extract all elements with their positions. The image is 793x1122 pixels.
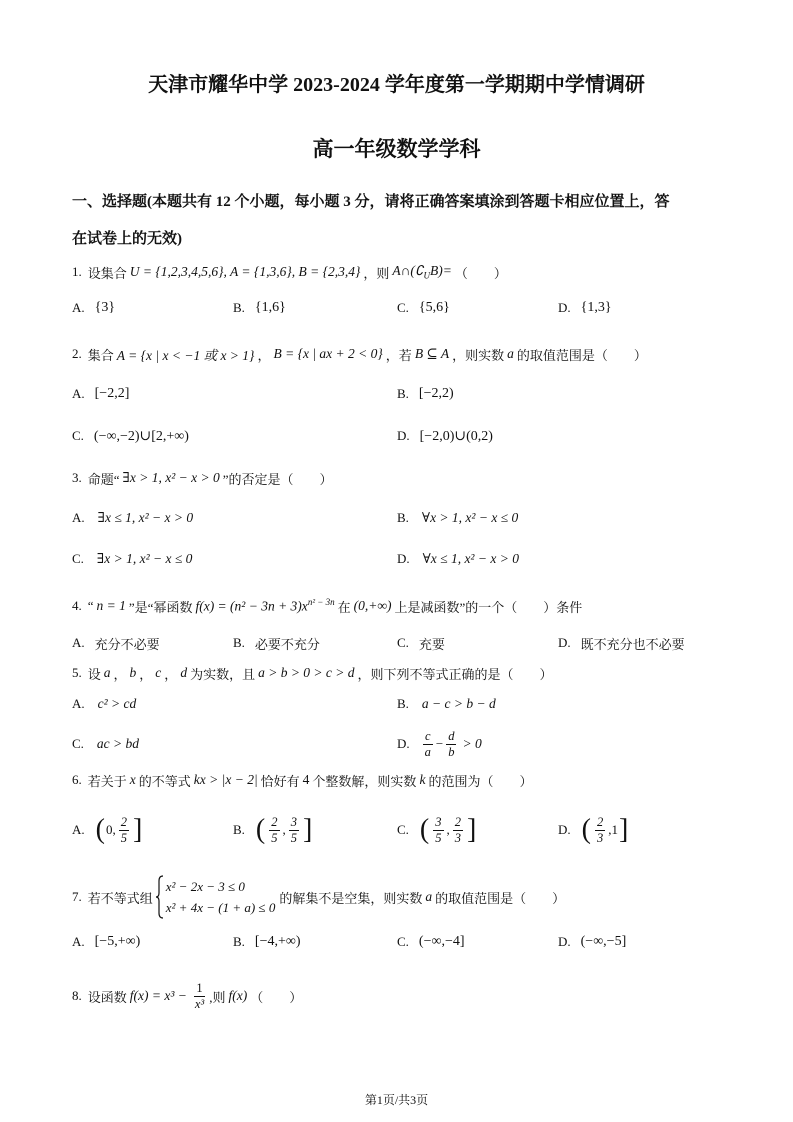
option-value: (−∞,−2)∪[2,+∞) (93, 428, 189, 444)
math-variable: a (425, 889, 433, 904)
option-b (397, 498, 521, 538)
math-text: B)= (429, 263, 452, 279)
option-value: c² > cd (97, 696, 137, 711)
stem-text: 命题“ (87, 471, 120, 487)
fraction-numerator: 2 (271, 814, 278, 829)
math-expression: n = 1 (96, 598, 126, 613)
subtitle-row (0, 128, 793, 168)
math-expression: B ⊆ A (414, 346, 450, 361)
question-3-options-row-2 (0, 539, 793, 579)
question-number: 3. (72, 470, 82, 485)
option-a (72, 498, 196, 538)
answer-blank: （ ） (250, 989, 303, 1005)
option-value: {3} (94, 300, 116, 315)
fraction-numerator: 1 (196, 980, 203, 995)
option-d (558, 810, 629, 850)
option-b (233, 810, 313, 850)
math-expression (392, 263, 451, 281)
fraction (119, 815, 129, 846)
interval-close: ] (303, 814, 313, 845)
math-expression: B = {x | ax + 2 < 0} (273, 346, 383, 361)
fraction (193, 981, 206, 1012)
answer-blank: （ ） (454, 265, 507, 281)
answer-blank: （ ） (513, 890, 566, 906)
interval-open: ( (255, 814, 266, 845)
interval-separator: , (446, 822, 450, 837)
option-value: {1,6} (254, 300, 286, 315)
math-variable: c (155, 665, 162, 680)
math-operator: − (435, 736, 444, 751)
stem-text: 若不等式组 (87, 890, 153, 906)
math-variable: k (419, 772, 426, 787)
option-b (233, 922, 301, 962)
option-label: B. (397, 510, 409, 525)
stem-text: 设集合 (87, 265, 127, 281)
stem-text: 的取值范围是 (435, 890, 514, 906)
option-label: D. (558, 635, 571, 650)
question-number: 5. (72, 665, 82, 680)
option-value: {5,6} (418, 300, 450, 315)
question-number: 8. (72, 988, 82, 1003)
stem-text: 集合 (87, 347, 114, 363)
option-d (397, 416, 493, 456)
option-label: B. (233, 635, 245, 650)
stem-text: ， (164, 666, 178, 682)
fraction (446, 729, 456, 760)
option-value: ∀x ≤ 1, x² − x > 0 (422, 551, 519, 566)
math-expression: (0,+∞) (353, 598, 392, 613)
exam-title: 天津市耀华中学 2023-2024 学年度第一学期期中学情调研 (148, 73, 645, 96)
answer-blank: （ ） (504, 599, 557, 615)
stem-text: 恰好有 (260, 773, 300, 789)
stem-text: 若关于 (87, 773, 127, 789)
option-c (72, 416, 189, 456)
math-variable: x (129, 772, 136, 787)
question-7-options (0, 922, 793, 962)
system-line-1: x² − 2x − 3 ≤ 0 (165, 879, 245, 894)
option-label: D. (397, 736, 410, 751)
option-c (397, 810, 477, 850)
question-5-options-row-1 (0, 684, 793, 724)
fraction (289, 815, 299, 846)
option-c (397, 288, 450, 328)
stem-text: 的不等式 (138, 773, 191, 789)
fraction-numerator: c (424, 728, 431, 743)
option-label: D. (558, 822, 571, 837)
math-text: f(x) = (n² − 3n + 3)x (195, 598, 308, 614)
stem-text: ， (257, 347, 271, 363)
math-variable: b (129, 665, 137, 680)
stem-text: ，则下列不等式正确的是 (357, 666, 501, 682)
answer-blank: （ ） (480, 773, 533, 789)
footer-row (0, 1079, 793, 1119)
fraction (433, 815, 443, 846)
fraction (269, 815, 279, 846)
question-3-options-row-1 (0, 498, 793, 538)
answer-blank: （ ） (594, 347, 647, 363)
question-stem (72, 252, 507, 292)
stem-text: ，若 (385, 347, 412, 363)
option-c (72, 724, 142, 764)
option-d (397, 724, 485, 764)
option-label: A. (72, 510, 85, 525)
option-b (397, 684, 499, 724)
option-c (72, 539, 195, 579)
math-variable: a (103, 665, 111, 680)
option-c (397, 922, 465, 962)
question-stem (72, 458, 333, 498)
stem-text: ， (113, 666, 127, 682)
option-value: ∃x ≤ 1, x² − x > 0 (97, 510, 194, 525)
title-row (0, 62, 793, 102)
stem-text: “ (87, 598, 94, 613)
option-value: ∃x > 1, x² − x ≤ 0 (96, 551, 193, 566)
stem-text: 设 (87, 666, 101, 682)
math-number: 4 (302, 772, 310, 787)
system-equations (166, 876, 276, 918)
question-number: 4. (72, 598, 82, 613)
option-label: C. (397, 300, 409, 315)
stem-text: 上是减函数”的一个 (394, 599, 505, 615)
fraction-denominator: 5 (120, 830, 127, 845)
fraction (453, 815, 463, 846)
math-expression (195, 597, 334, 615)
option-label: D. (397, 551, 410, 566)
option-a (72, 374, 129, 414)
question-1 (0, 252, 793, 292)
option-label: B. (233, 934, 245, 949)
option-label: B. (233, 822, 245, 837)
stem-text: 的解集不是空集，则实数 (279, 890, 423, 906)
question-5-options-row-2 (0, 724, 793, 764)
interval-separator: , (282, 822, 286, 837)
inequality-system (155, 875, 276, 919)
fraction-denominator: 5 (290, 830, 297, 845)
fraction-denominator: 5 (271, 830, 278, 845)
interval-bound: 0, (105, 822, 116, 837)
option-label: B. (233, 300, 245, 315)
question-2 (0, 334, 793, 374)
option-value: a − c > b − d (421, 696, 496, 711)
option-label: A. (72, 386, 85, 401)
option-label: A. (72, 822, 85, 837)
section-heading-row-2 (0, 217, 793, 257)
answer-blank: （ ） (280, 471, 333, 487)
interval-bound: ,1 (608, 822, 618, 837)
question-stem (72, 334, 647, 374)
option-d (558, 922, 626, 962)
question-stem (72, 760, 532, 800)
question-6-options (0, 810, 793, 850)
exam-subtitle: 高一年级数学学科 (312, 137, 481, 161)
option-label: A. (72, 300, 85, 315)
interval-close: ] (618, 814, 629, 845)
stem-text: ， (139, 666, 153, 682)
option-value: ac > bd (96, 736, 140, 751)
interval-open: ( (419, 814, 430, 845)
fraction-denominator: 3 (596, 830, 604, 845)
math-text: > 0 (462, 736, 482, 751)
fraction-numerator: 2 (454, 814, 461, 829)
option-value: 充要 (418, 636, 445, 652)
option-a (72, 810, 143, 850)
option-label: D. (558, 934, 571, 949)
interval-close: ] (467, 814, 477, 845)
fraction-denominator: 3 (454, 830, 461, 845)
option-value: 既不充分也不必要 (580, 636, 685, 652)
math-expression: a > b > 0 > c > d (258, 665, 355, 680)
option-d (558, 288, 612, 328)
math-exponent: n² − 3n (307, 597, 335, 608)
interval-open: ( (581, 814, 591, 845)
stem-text: 个整数解，则实数 (312, 773, 417, 789)
option-a (72, 922, 140, 962)
option-value: [−2,0)∪(0,2) (419, 428, 493, 444)
option-label: C. (397, 635, 409, 650)
option-b (233, 288, 286, 328)
question-stem (72, 586, 582, 626)
fraction-denominator: a (424, 744, 431, 759)
page-footer: 第1页/共3页 (364, 1092, 429, 1107)
stem-text: 的范围为 (428, 773, 481, 789)
option-value: [−2,2] (94, 386, 130, 401)
option-value: 充分不必要 (94, 636, 160, 652)
stem-text: ,则 (209, 989, 226, 1005)
stem-text: ”的否定是 (222, 471, 281, 487)
system-brace-icon (155, 875, 164, 919)
option-value: (−∞,−4] (418, 934, 465, 949)
question-3 (0, 458, 793, 498)
math-expression: A = {x | x < −1 或 x > 1} (116, 348, 255, 363)
fraction-denominator: b (448, 744, 455, 759)
section-heading: 一、选择题(本题共有 12 个小题，每小题 3 分，请将正确答案填涂到答题卡相应位置上，答 (72, 193, 670, 210)
option-value: ∀x > 1, x² − x ≤ 0 (421, 510, 519, 525)
question-number: 1. (72, 264, 82, 279)
option-value: [−2,2) (418, 386, 454, 401)
question-stem (72, 976, 302, 1016)
answer-blank: （ ） (500, 666, 553, 682)
option-b (397, 374, 454, 414)
fraction-numerator: d (448, 728, 455, 743)
question-2-options-row-2 (0, 416, 793, 456)
option-a (72, 684, 139, 724)
system-line-2: x² + 4x − (1 + a) ≤ 0 (165, 900, 276, 915)
fraction (423, 729, 433, 760)
option-label: A. (72, 696, 85, 711)
option-value: 必要不充分 (254, 636, 320, 652)
question-number: 6. (72, 772, 82, 787)
section-heading-row-1 (0, 180, 793, 220)
question-number: 2. (72, 346, 82, 361)
fraction-denominator: x³ (194, 996, 205, 1011)
question-number: 7. (72, 889, 82, 904)
math-expression: f(x) (228, 988, 248, 1003)
stem-text: ，则 (363, 265, 390, 281)
interval-open: ( (95, 814, 105, 845)
interval-close: ] (132, 814, 143, 845)
stem-text: 在 (337, 599, 351, 615)
stem-text: 的取值范围是 (516, 347, 595, 363)
option-label: C. (397, 934, 409, 949)
option-label: C. (72, 428, 84, 443)
question-2-options-row-1 (0, 374, 793, 414)
stem-text: 设函数 (87, 989, 127, 1005)
section-heading-continued: 在试卷上的无效) (72, 230, 182, 247)
stem-text: 为实数，且 (190, 666, 256, 682)
option-value: [−5,+∞) (94, 934, 141, 949)
math-variable: d (180, 665, 188, 680)
math-expression: f(x) = x³ − (129, 988, 187, 1003)
option-label: C. (397, 822, 409, 837)
fraction-numerator: 2 (120, 814, 127, 829)
option-label: D. (558, 300, 571, 315)
fraction-numerator: 2 (596, 814, 604, 829)
option-label: A. (72, 934, 85, 949)
math-variable: a (507, 346, 514, 361)
question-8 (0, 976, 793, 1016)
math-expression: kx > |x − 2| (193, 772, 258, 787)
question-1-options (0, 288, 793, 328)
question-4 (0, 586, 793, 626)
option-label: C. (72, 551, 84, 566)
option-label: B. (397, 696, 409, 711)
math-subscript: U (423, 270, 430, 281)
fraction (595, 815, 605, 846)
option-d (397, 539, 522, 579)
question-stem (72, 872, 565, 922)
option-label: B. (397, 386, 409, 401)
option-label: C. (72, 736, 84, 751)
question-7 (0, 872, 793, 922)
fraction-numerator: 3 (435, 814, 442, 829)
math-expression: U = {1,2,3,4,5,6}, A = {1,3,6}, B = {2,3,4} (129, 264, 361, 279)
option-value: {1,3} (580, 300, 612, 315)
math-text: A∩(∁ (392, 263, 424, 279)
question-6 (0, 760, 793, 800)
stem-text: 条件 (556, 599, 583, 615)
math-expression: ∃x > 1, x² − x > 0 (122, 470, 220, 485)
stem-text: ，则实数 (452, 347, 505, 363)
stem-text: ”是“幂函数 (128, 599, 193, 615)
fraction-numerator: 3 (290, 814, 297, 829)
option-label: A. (72, 635, 85, 650)
fraction-denominator: 5 (435, 830, 442, 845)
option-label: D. (397, 428, 410, 443)
option-value: (−∞,−5] (580, 934, 627, 949)
option-a (72, 288, 115, 328)
option-value: [−4,+∞) (254, 934, 301, 949)
